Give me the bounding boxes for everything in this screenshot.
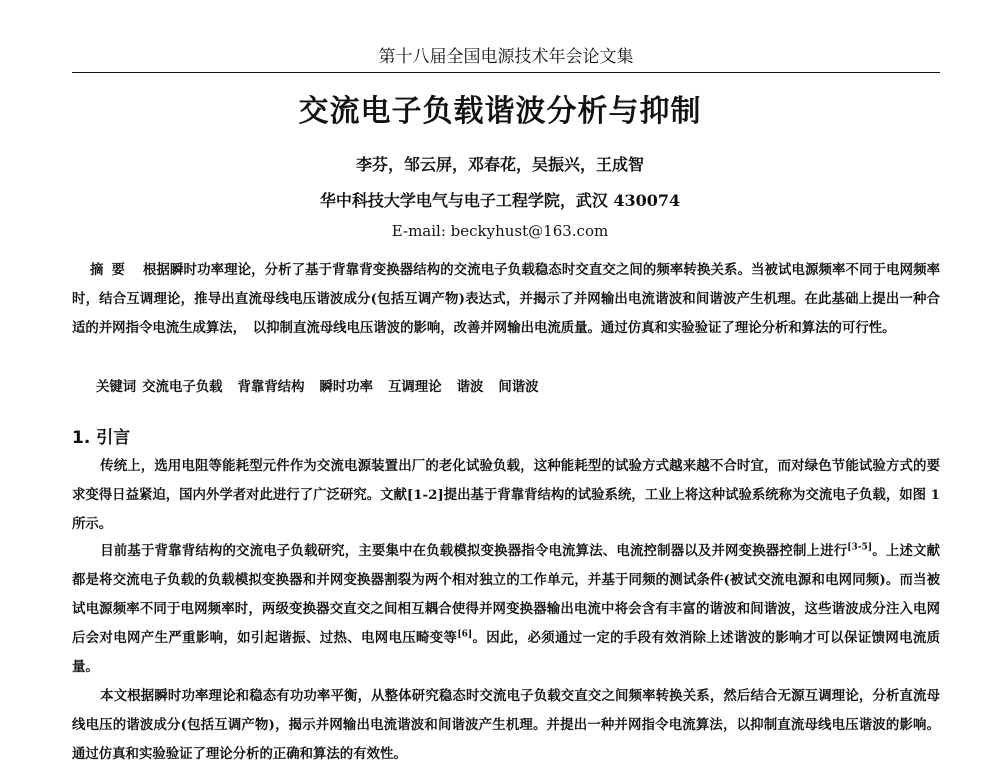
author-email: E-mail: beckyhust@163.com [391, 222, 609, 240]
keyword: 间谐波 [498, 379, 539, 395]
author-list: 李芬，邹云屏，邓春花，吴振兴，王成智 [355, 155, 644, 174]
section-heading-introduction: 1. 引言 [72, 428, 131, 448]
keywords [96, 376, 940, 398]
paragraph-text: 。上述文献都是将交流电子负载的负载模拟变换器和并网变换器割裂为两个相对独立的工作单元，并基于同频的测试条件(被试交流电源和电网同频)。而当被试电源频率不同于电网频率时，两级变换器交直交之间相互耦合使得并网变换器输出电流中将会含有丰富的谐波和间谐波，这些谐波成分注入电网后会对电网产生严重影响，如引起谐振、过热、电网电压畸变等 [72, 543, 940, 646]
keywords-label: 关键词 [96, 379, 137, 395]
citation-ref: [6] [457, 629, 473, 640]
abstract-text: 根据瞬时功率理论，分析了基于背靠背变换器结构的交流电子负载稳态时交直交之间的频率转换关系。当被试电源频率不同于电网频率时，结合互调理论，推导出直流母线电压谐波成分(包括互调产物)表达式，并揭示了并网输出电流谐波和间谐波产生机理。在此基础上提出一种合适的并网指令电流生成算法， 以抑制直流母线电压谐波的影响，改善并网输出电流质量。通过仿真和实验验证了理论分析和算法的可行性。 [72, 262, 941, 336]
keyword: 谐波 [456, 379, 484, 395]
keyword: 交流电子负载 [142, 379, 223, 395]
keyword: 瞬时功率 [319, 379, 374, 395]
keyword: 背靠背结构 [237, 379, 305, 395]
paragraph-text: 。因此，必须通过一定的手段有效消除上述谐波的影响才可以保证馈网电流质量。 [72, 630, 941, 675]
paragraph-text: 传统上，选用电阻等能耗型元件作为交流电源装置出厂的老化试验负载，这种能耗型的试验方式越来越不合时宜，而对绿色节能试验方式的要求变得日益紧迫，国内外学者对此进行了广泛研究。文献[1-2]提出基于背靠背结构的试验系统，工业上将这种试验系统称为交流电子负载，如图 1 所示。 [72, 458, 940, 532]
intro-paragraph-2 [72, 537, 940, 682]
intro-paragraph-3 [72, 682, 940, 769]
paper-title: 交流电子负载谐波分析与抑制 [298, 94, 702, 129]
citation-ref: [3-5] [847, 542, 873, 553]
paragraph-text: 本文根据瞬时功率理论和稳态有功功率平衡，从整体研究稳态时交流电子负载交直交之间频率转换关系，然后结合无源互调理论，分析直流母线电压的谐波成分(包括互调产物)，揭示并网输出电流谐波和间谐波产生机理。并提出一种并网指令电流算法，以抑制直流母线电压谐波的影响。通过仿真和实验验证了理论分析的正确和算法的有效性。 [72, 688, 940, 762]
paragraph-text: 目前基于背靠背结构的交流电子负载研究，主要集中在负载模拟变换器指令电流算法、电流控制器以及并网变换器控制上进行 [100, 543, 848, 559]
intro-paragraph-1 [72, 452, 940, 539]
abstract-label: 摘要 [90, 262, 134, 278]
keyword: 互调理论 [388, 379, 442, 395]
affiliation: 华中科技大学电气与电子工程学院，武汉 430074 [319, 191, 681, 210]
running-head: 第十八届全国电源技术年会论文集 [378, 47, 634, 67]
header-rule [72, 72, 940, 73]
abstract [72, 256, 940, 343]
